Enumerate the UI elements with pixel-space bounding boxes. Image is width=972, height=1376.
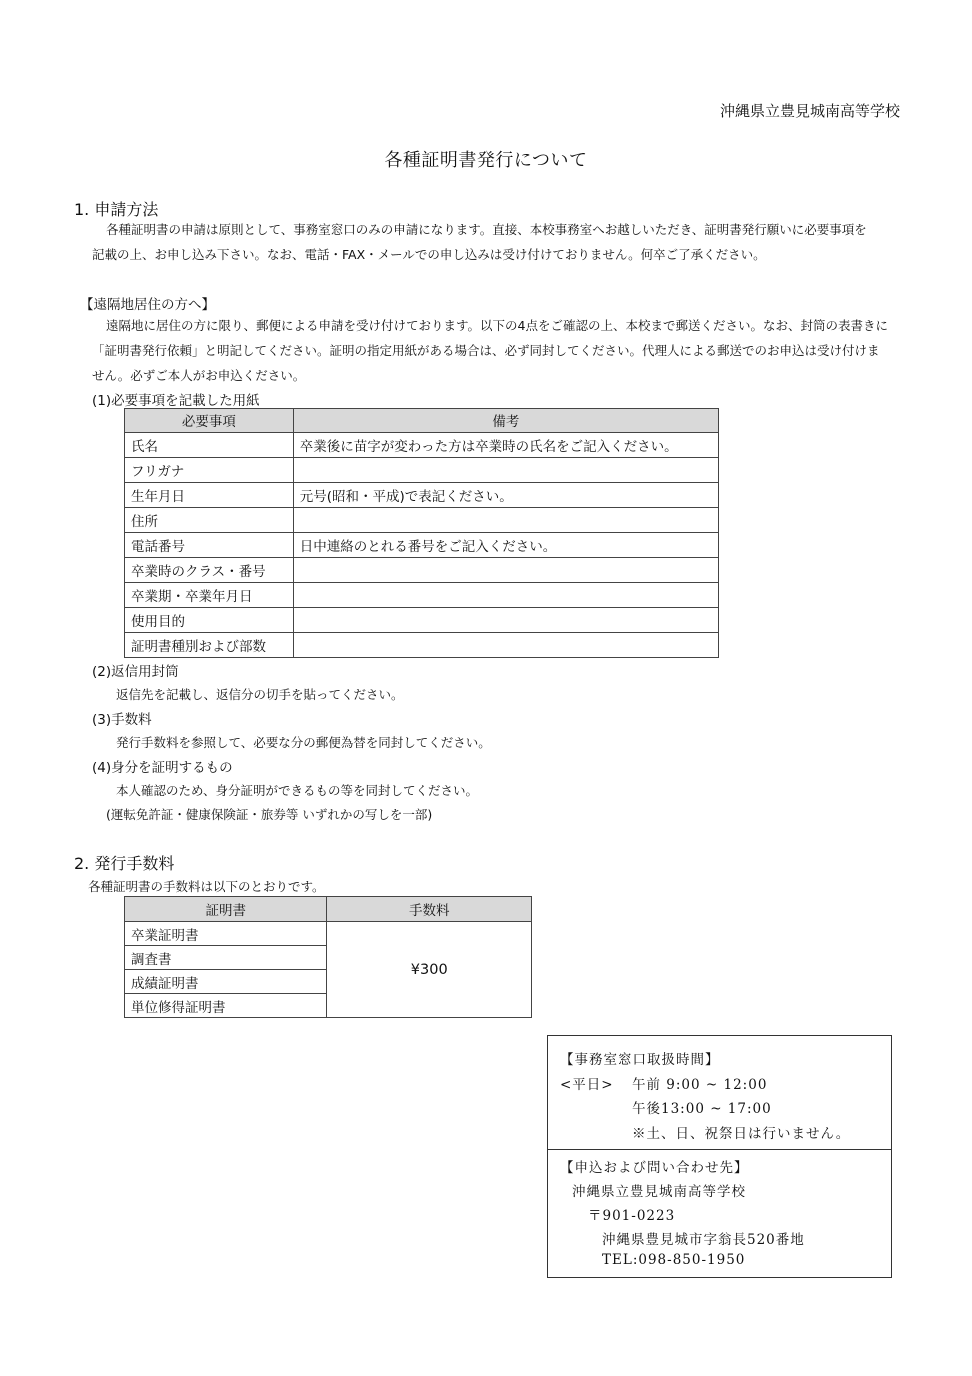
table-header-row xyxy=(125,897,532,922)
remote-para-line2: 「証明書発行依頼」と明記してください。証明の指定用紙がある場合は、必ず同封してください。代理人による郵送でのお申込は受け付けま xyxy=(92,343,880,358)
contact-school: 沖縄県立豊見城南高等学校 xyxy=(572,1184,746,1200)
section1-para-line2: 記載の上、お申し込み下さい。なお、電話・FAX・メールでの申し込みは受け付けておりません。何卒ご了承ください。 xyxy=(92,247,766,262)
telephone: TEL:098-850-1950 xyxy=(602,1252,746,1268)
school-name: 沖縄県立豊見城南高等学校 xyxy=(719,102,900,120)
weekday-label: <平日> xyxy=(560,1077,614,1093)
table-row xyxy=(125,922,532,946)
box-divider xyxy=(548,1149,891,1150)
row-item: 氏名 xyxy=(125,432,294,457)
table-row xyxy=(125,532,719,557)
certificate-name: 単位修得証明書 xyxy=(125,994,327,1018)
address: 沖縄県豊見城市字翁長520番地 xyxy=(602,1232,805,1248)
column-header-fee: 手数料 xyxy=(327,897,532,922)
table-row xyxy=(125,632,719,657)
table-row xyxy=(125,432,719,457)
page-title: 各種証明書発行について xyxy=(384,150,588,171)
hours-am: 午前 9:00 ~ 12:00 xyxy=(632,1077,768,1093)
certificate-name: 卒業証明書 xyxy=(125,922,327,946)
postal-code: 〒901-0223 xyxy=(588,1208,676,1224)
row-note xyxy=(293,607,718,632)
section1-para-line1: 各種証明書の申請は原則として、事務室窓口のみの申請になります。直接、本校事務室へお越しいただき、証明書発行願いに必要事項を xyxy=(106,222,867,237)
row-item: 使用目的 xyxy=(125,607,294,632)
row-item: 卒業期・卒業年月日 xyxy=(125,582,294,607)
section2-heading: 2. 発行手数料 xyxy=(74,854,175,873)
table-row xyxy=(125,557,719,582)
table-row xyxy=(125,482,719,507)
contact-title: 【申込および問い合わせ先】 xyxy=(560,1160,749,1176)
hours-title: 【事務室窓口取扱時間】 xyxy=(560,1052,720,1068)
item3-label: (3)手数料 xyxy=(92,712,152,728)
fee-value: ¥300 xyxy=(327,922,532,1018)
row-item: フリガナ xyxy=(125,457,294,482)
item4-label: (4)身分を証明するもの xyxy=(92,760,233,776)
certificate-name: 成績証明書 xyxy=(125,970,327,994)
remote-para-line1: 遠隔地に居住の方に限り、郵便による申請を受け付けております。以下の4点をご確認の上、本校まで郵送ください。なお、封筒の表書きに xyxy=(106,318,888,333)
required-items-table xyxy=(124,408,719,658)
row-note xyxy=(293,557,718,582)
item1-label: (1)必要事項を記載した用紙 xyxy=(92,393,260,409)
hours-pm: 午後13:00 ~ 17:00 xyxy=(632,1101,772,1117)
row-note: 日中連絡のとれる番号をご記入ください。 xyxy=(293,532,718,557)
certificate-name: 調査書 xyxy=(125,946,327,970)
table-row xyxy=(125,607,719,632)
remote-para-line3: せん。必ずご本人がお申込ください。 xyxy=(92,368,306,383)
section1-heading: 1. 申請方法 xyxy=(74,200,159,219)
row-note: 卒業後に苗字が変わった方は卒業時の氏名をご記入ください。 xyxy=(293,432,718,457)
table-row xyxy=(125,457,719,482)
table-row xyxy=(125,507,719,532)
row-item: 電話番号 xyxy=(125,532,294,557)
column-header-note: 備考 xyxy=(293,409,718,433)
row-note xyxy=(293,507,718,532)
row-item: 住所 xyxy=(125,507,294,532)
row-item: 証明書種別および部数 xyxy=(125,632,294,657)
column-header-certificate: 証明書 xyxy=(125,897,327,922)
row-note xyxy=(293,457,718,482)
row-note xyxy=(293,632,718,657)
row-item: 生年月日 xyxy=(125,482,294,507)
row-note: 元号(昭和・平成)で表記ください。 xyxy=(293,482,718,507)
fee-table xyxy=(124,896,532,1018)
item2-text: 返信先を記載し、返信分の切手を貼ってください。 xyxy=(116,687,404,702)
column-header-item: 必要事項 xyxy=(125,409,294,433)
item4-text: 本人確認のため、身分証明ができるもの等を同封してください。 xyxy=(116,783,479,798)
table-row xyxy=(125,582,719,607)
item3-text: 発行手数料を参照して、必要な分の郵便為替を同封してください。 xyxy=(116,735,491,750)
row-note xyxy=(293,582,718,607)
office-info-box xyxy=(547,1035,892,1278)
item4-note: (運転免許証・健康保険証・旅券等 いずれかの写しを一部) xyxy=(106,807,433,822)
table-header-row xyxy=(125,409,719,433)
remote-heading: 【遠隔地居住の方へ】 xyxy=(80,297,215,313)
item2-label: (2)返信用封筒 xyxy=(92,664,179,680)
closed-note: ※土、日、祝祭日は行いません。 xyxy=(632,1126,851,1142)
row-item: 卒業時のクラス・番号 xyxy=(125,557,294,582)
section2-intro: 各種証明書の手数料は以下のとおりです。 xyxy=(88,879,325,894)
